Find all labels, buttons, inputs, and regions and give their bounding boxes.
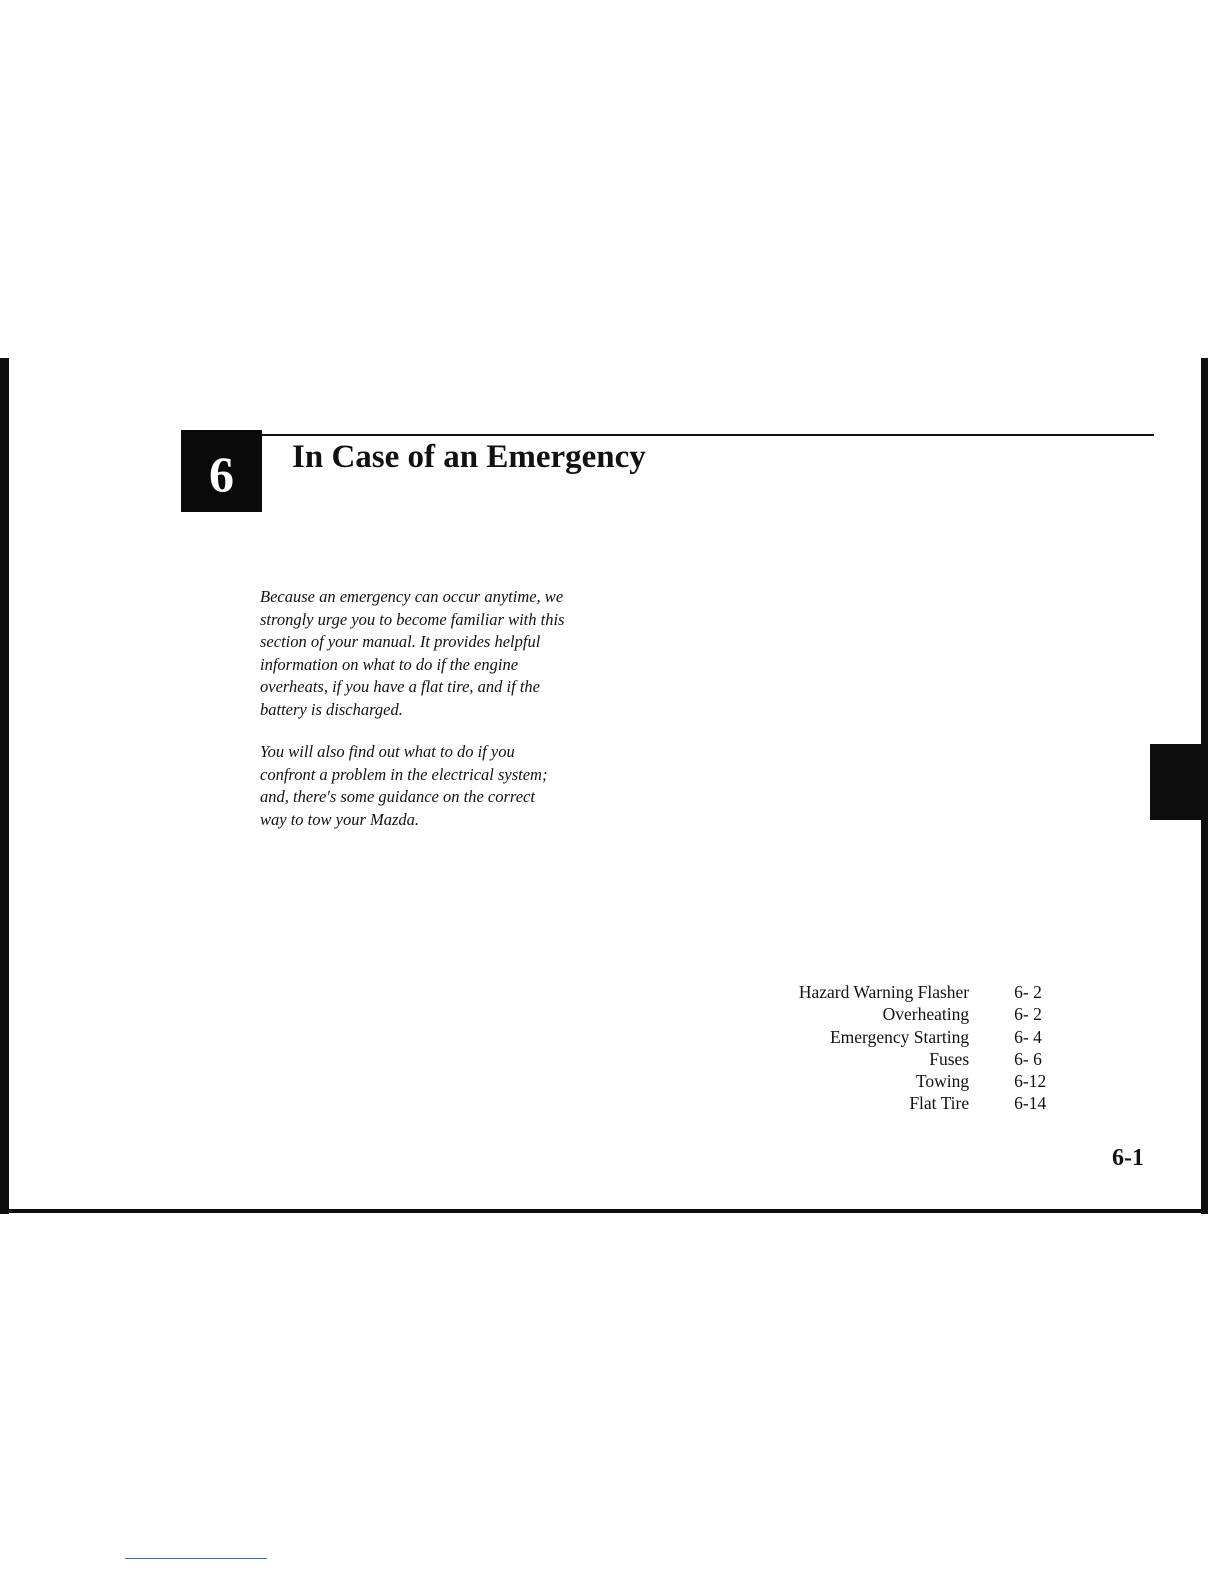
intro-line: and, there's some guidance on the correct — [260, 787, 535, 806]
toc-entry-page: 6- 6 — [1014, 1048, 1042, 1069]
chapter-number-tab — [181, 430, 262, 512]
page-frame-right — [1201, 358, 1208, 1214]
chapter-contents — [780, 981, 1080, 1115]
intro-paragraph-2 — [260, 741, 620, 831]
toc-entry-title: Overheating — [882, 1004, 970, 1025]
toc-entry-title: Hazard Warning Flasher — [798, 982, 970, 1002]
chapter-thumb-tab — [1150, 744, 1202, 820]
intro-line: strongly urge you to become familiar with this — [260, 609, 565, 629]
intro-line: You will also find out what to do if you — [260, 742, 515, 761]
toc-entry-overheating[interactable] — [780, 1003, 1080, 1025]
header-rule — [262, 434, 1154, 436]
toc-entry-page: 6-14 — [1014, 1093, 1047, 1114]
chapter-title: In Case of an Emergency — [292, 439, 646, 475]
toc-entry-hazard-warning-flasher[interactable] — [780, 981, 1080, 1003]
page-frame-left — [0, 358, 9, 1214]
toc-entry-title: Fuses — [929, 1048, 970, 1069]
toc-entry-page: 6- 4 — [1014, 1026, 1042, 1047]
intro-line: Because an emergency can occur anytime, we — [260, 587, 564, 606]
toc-entry-flat-tire[interactable] — [780, 1092, 1080, 1114]
intro-line: section of your manual. It provides helpful — [260, 632, 541, 651]
intro-line: battery is discharged. — [260, 699, 403, 719]
intro-line: overheats, if you have a flat tire, and if the — [260, 677, 540, 696]
toc-entry-fuses[interactable] — [780, 1048, 1080, 1070]
toc-entry-page: 6- 2 — [1014, 982, 1042, 1002]
page-frame-bottom — [0, 1209, 1208, 1213]
intro-line: way to tow your Mazda. — [260, 809, 420, 829]
page-number: 6-1 — [1112, 1145, 1144, 1171]
toc-entry-title: Emergency Starting — [829, 1026, 970, 1047]
intro-line: confront a problem in the electrical system; — [260, 764, 548, 784]
intro-text — [260, 586, 620, 851]
toc-entry-title: Flat Tire — [909, 1093, 970, 1114]
toc-entry-emergency-starting[interactable] — [780, 1026, 1080, 1048]
chapter-number: 6 — [209, 446, 234, 502]
toc-entry-page: 6- 2 — [1014, 1004, 1042, 1025]
toc-entry-page: 6-12 — [1014, 1071, 1047, 1092]
intro-paragraph-1 — [260, 586, 620, 721]
toc-entry-towing[interactable] — [780, 1070, 1080, 1092]
toc-entry-title: Towing — [915, 1071, 970, 1092]
footer-rule — [125, 1558, 267, 1559]
intro-line: information on what to do if the engine — [260, 654, 519, 674]
